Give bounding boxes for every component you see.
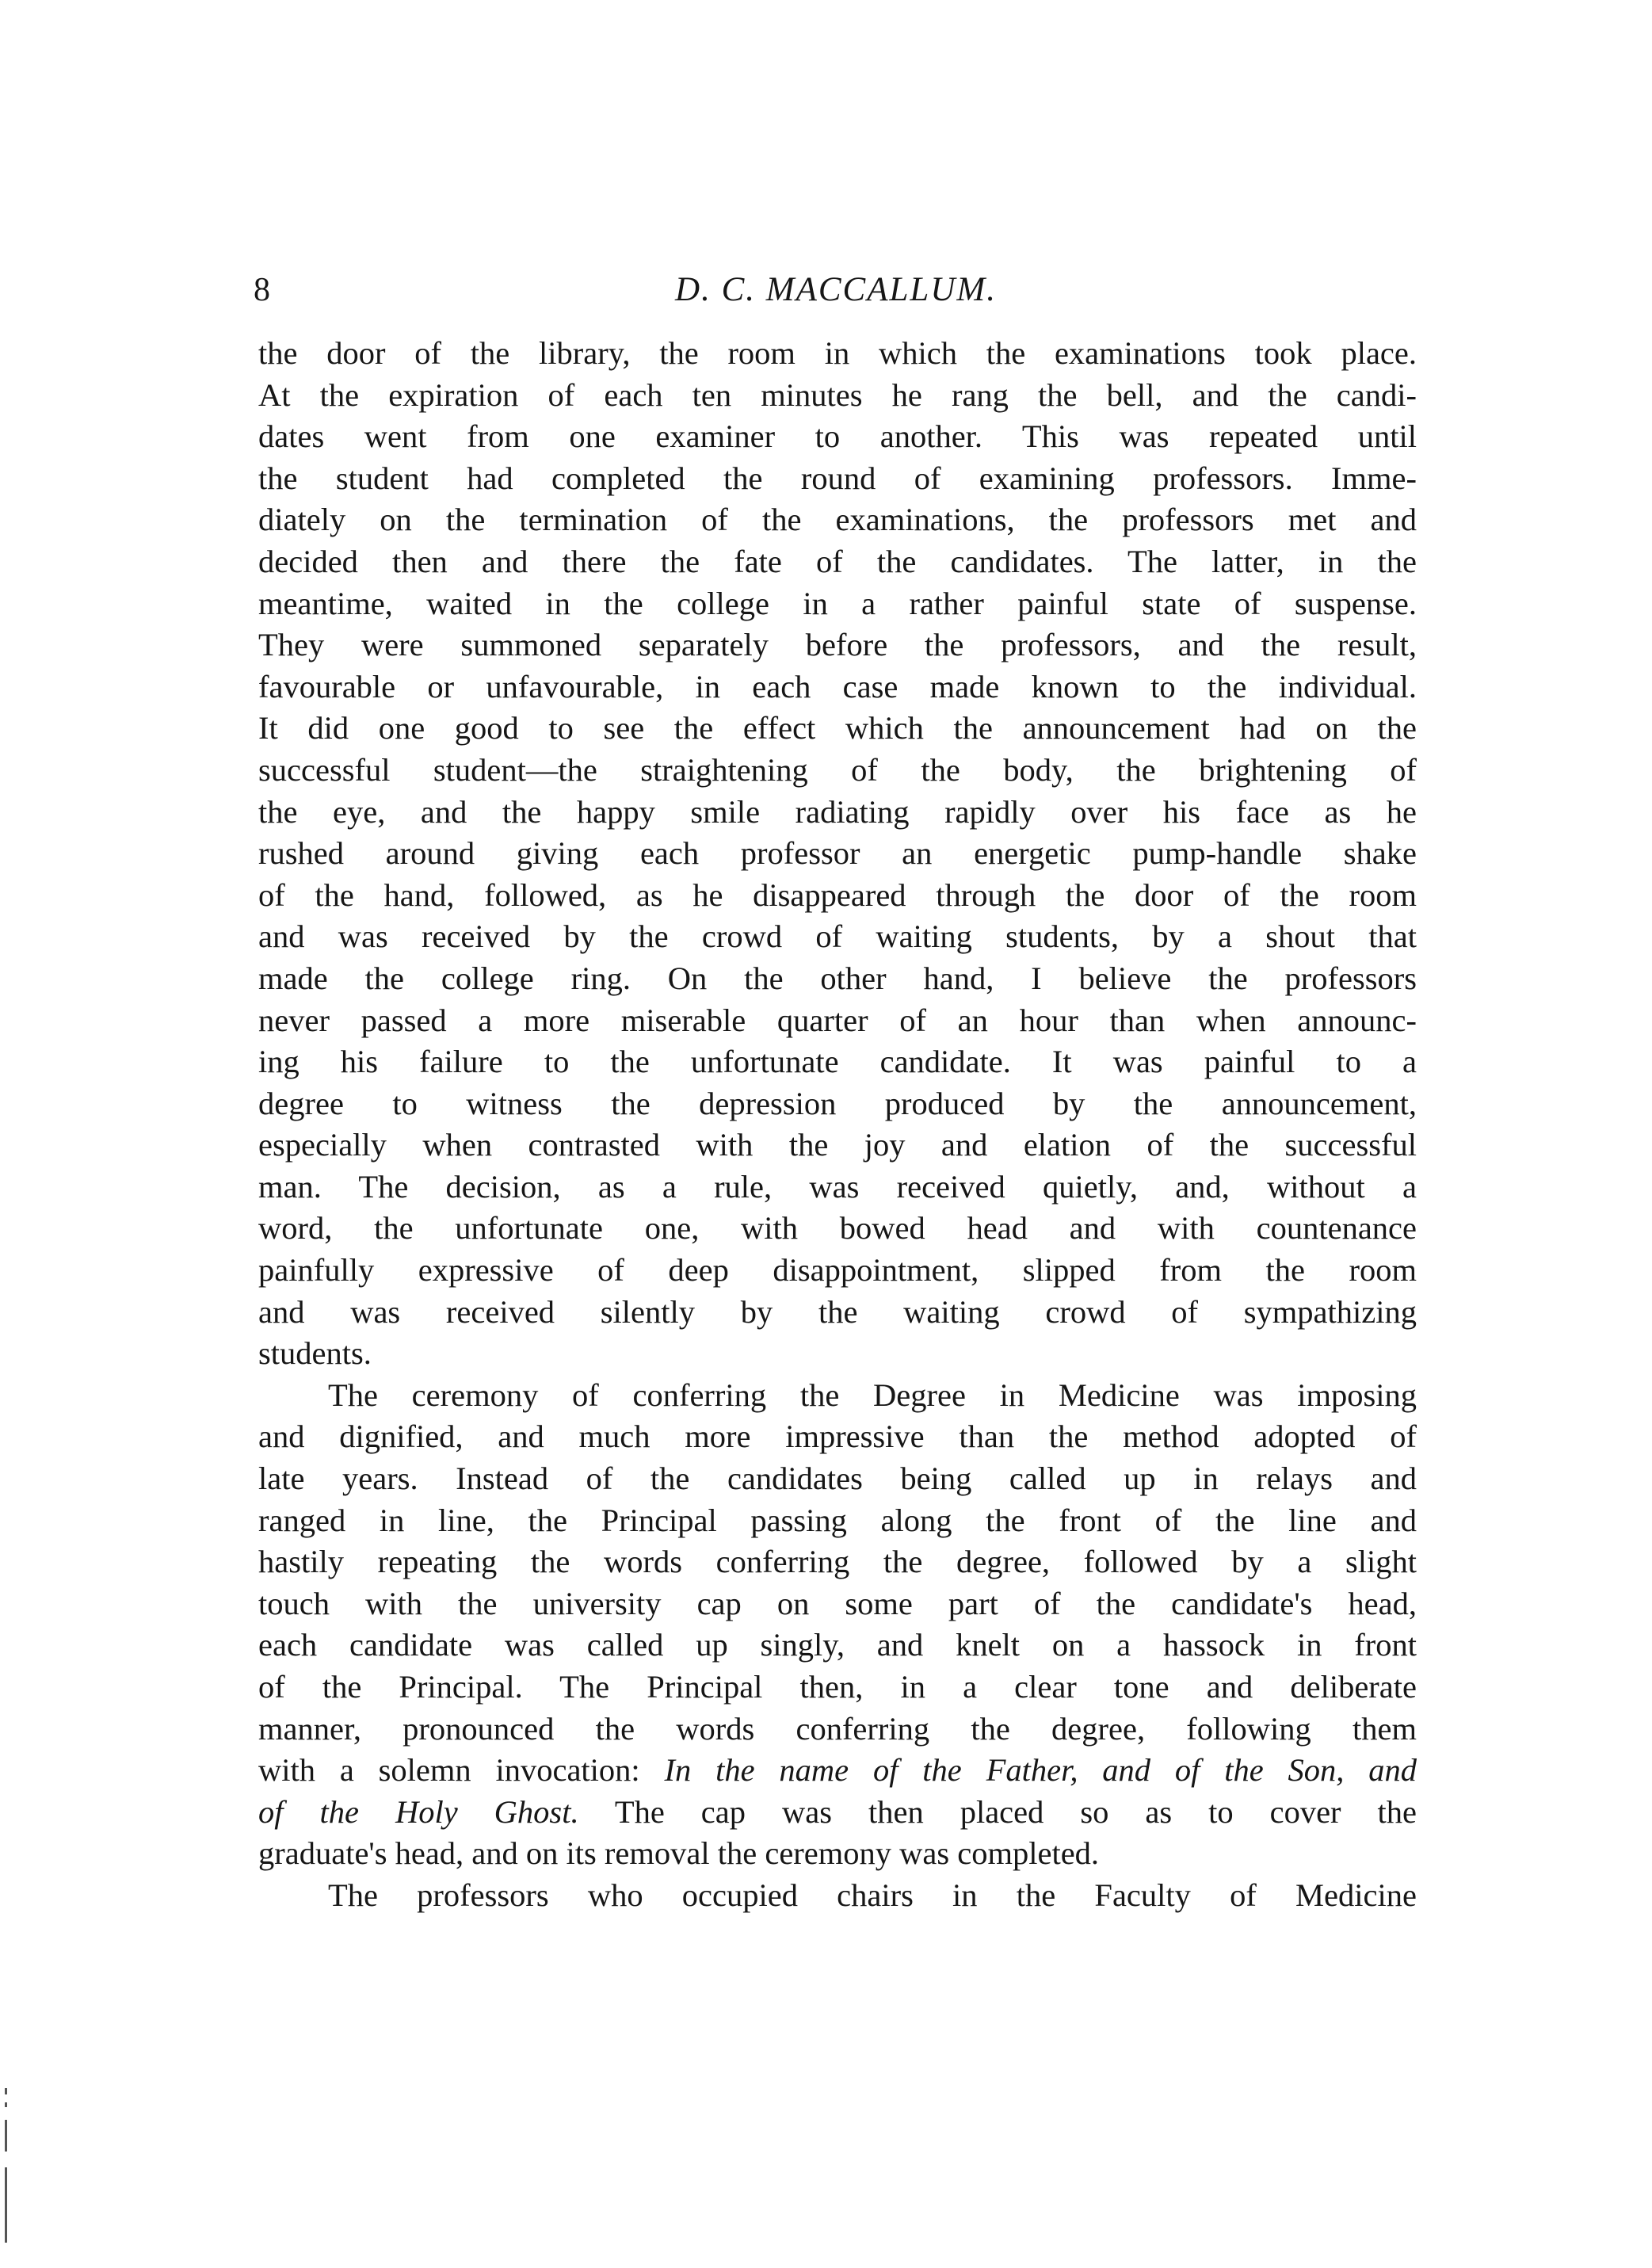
text-line: touch with the university cap on some part of the candidate's head, [258,1585,1417,1621]
text-line: The professors who occupied chairs in the Faculty of Medicine [328,1877,1417,1913]
text-line: the door of the library, the room in which the examinations took place. [258,335,1417,371]
text-line: At the expiration of each ten minutes he rang the bell, and the candi- [258,376,1417,413]
text-line: manner, pronounced the words conferring the degree, following them [258,1710,1417,1747]
text-line: never passed a more miserable quarter of an hour than when announc- [258,1002,1417,1038]
running-head [254,266,1418,314]
text-segment: The cap was then placed so as to cover the [578,1793,1417,1830]
text-line: of the Principal. The Principal then, in a clear tone and deliberate [258,1669,1417,1705]
paragraph-1 [258,333,1417,1375]
text-line: rushed around giving each professor an energetic pump-handle shake [258,835,1417,872]
running-title: D. C. MACCALLUM. [675,271,997,308]
text-line: diately on the termination of the examinations, the professors met and [258,502,1417,538]
text-line: and was received by the crowd of waiting students, by a shout that [258,918,1417,955]
text-line-mixed [258,1792,1417,1834]
text-line: degree to witness the depression produced by the announcement, [258,1085,1417,1121]
text-line: painfully expressive of deep disappointment, slipped from the room [258,1252,1417,1289]
text-line: especially when contrasted with the joy and elation of the successful [258,1127,1417,1163]
text-line: of the hand, followed, as he disappeared through the door of the room [258,876,1417,913]
paragraph-2 [258,1375,1417,1875]
text-line: and was received silently by the waiting crowd of sympathizing [258,1293,1417,1330]
text-line: graduate's head, and on its removal the ceremony was completed. [258,1835,1100,1872]
text-line: the student had completed the round of examining professors. Imme- [258,460,1417,496]
scan-edge-marks [5,2088,10,2247]
text-line: students. [258,1335,372,1372]
paragraph-3 [258,1875,1417,1917]
text-line-mixed [258,1750,1417,1792]
invocation-italic: In the name of the Father, and of the Son, and [664,1752,1417,1789]
text-line: successful student—the straightening of the body, the brightening of [258,751,1417,788]
text-line: hastily repeating the words conferring the degree, followed by a slight [258,1544,1417,1580]
text-line: ranged in line, the Principal passing along the front of the line and [258,1502,1417,1538]
text-line: They were summoned separately before the professors, and the result, [258,627,1417,663]
text-line: decided then and there the fate of the candidates. The latter, in the [258,543,1417,579]
scan-mark [5,2088,7,2094]
text-line: ing his failure to the unfortunate candidate. It was painful to a [258,1044,1417,1080]
text-line: It did one good to see the effect which the announcement had on the [258,710,1417,746]
text-line: dates went from one examiner to another. This was repeated until [258,418,1417,455]
invocation-italic: of the Holy Ghost. [258,1793,579,1830]
text-line: The ceremony of conferring the Degree in Medicine was imposing [328,1376,1417,1413]
text-segment: with a solemn invocation: [258,1752,665,1789]
scan-mark [5,2167,7,2243]
scan-mark [5,2120,7,2152]
scan-mark [5,2102,7,2107]
text-line: man. The decision, as a rule, was received quietly, and, without a [258,1168,1417,1205]
text-line: meantime, waited in the college in a rather painful state of suspense. [258,585,1417,621]
text-line: made the college ring. On the other hand, I believe the professors [258,960,1417,996]
text-line: each candidate was called up singly, and knelt on a hassock in front [258,1627,1417,1663]
text-line: the eye, and the happy smile radiating rapidly over his face as he [258,793,1417,830]
body-text [258,333,1417,1917]
page-number: 8 [254,272,270,308]
text-line: late years. Instead of the candidates being called up in relays and [258,1460,1417,1497]
text-line: and dignified, and much more impressive than the method adopted of [258,1418,1417,1455]
text-line: favourable or unfavourable, in each case made known to the individual. [258,668,1417,704]
text-line: word, the unfortunate one, with bowed head and with countenance [258,1210,1417,1247]
